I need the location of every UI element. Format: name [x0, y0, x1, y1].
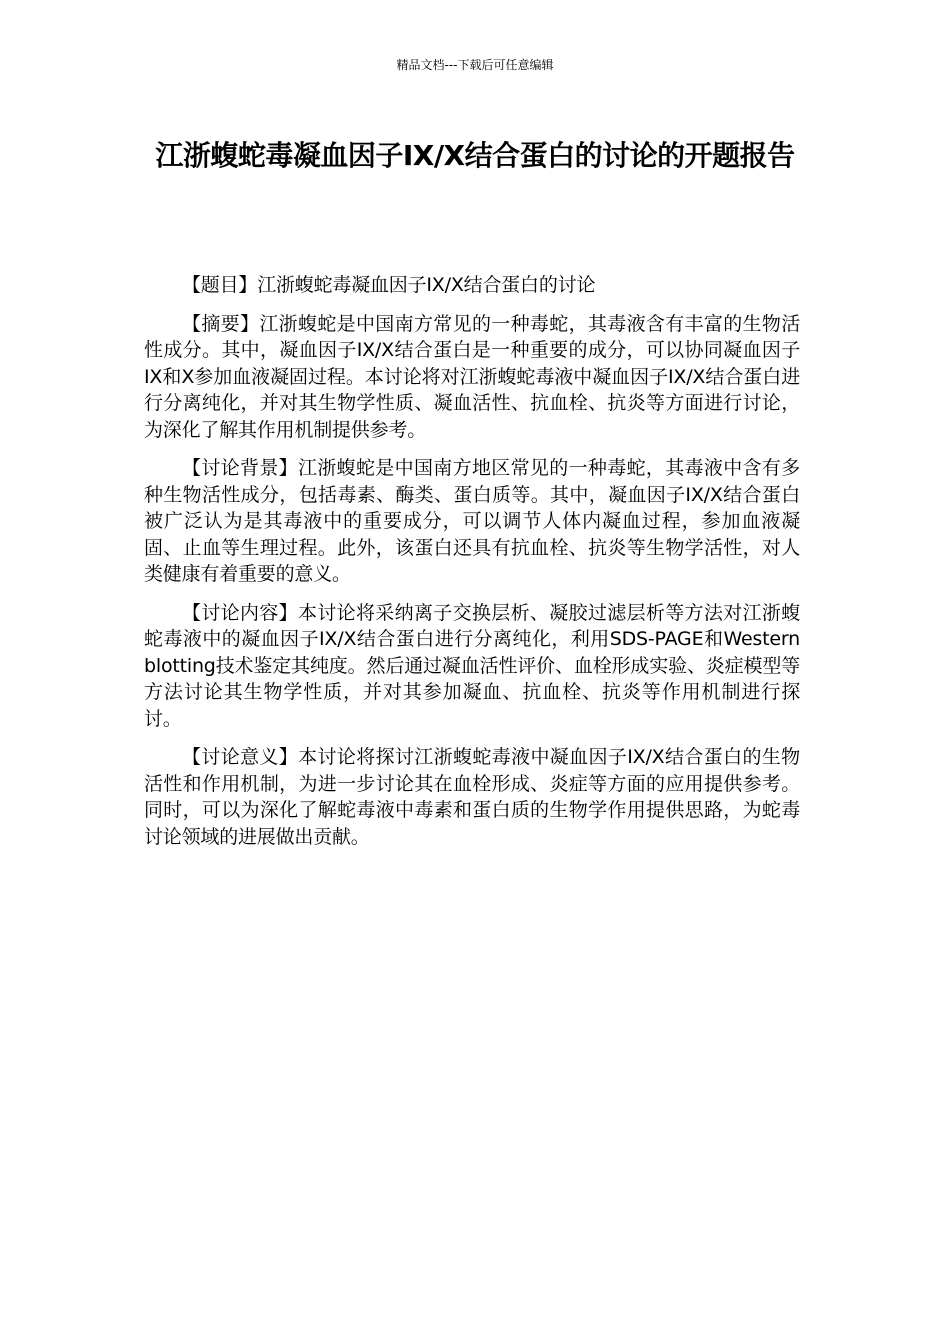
paragraph-label: 【讨论意义】: [182, 746, 299, 768]
paragraph-label: 【摘要】: [182, 312, 260, 335]
paragraph-background: [144, 455, 800, 588]
paragraph-text: 江浙蝮蛇毒凝血因子IX/X结合蛋白的讨论: [257, 274, 596, 296]
paragraph-abstract: [144, 311, 800, 444]
paragraph-label: 【题目】: [182, 274, 258, 296]
paragraph-topic: [144, 272, 800, 299]
paragraph-text: 本讨论将采纳离子交换层析、凝胶过滤层析等方法对江浙蝮蛇毒液中的凝血因子IX/X结合蛋白进行分离纯化，利用SDS-PAGE和Western blotting技术鉴定其纯度。然后通过凝血活性评价、血栓形成实验、炎症模型等方法讨论其生物学性质，并对其参加凝血、抗血栓、抗炎等作用机制进行探讨。: [144, 601, 800, 730]
paragraph-text: 江浙蝮蛇是中国南方地区常见的一种毒蛇，其毒液中含有多种生物活性成分，包括毒素、酶类、蛋白质等。其中，凝血因子IX/X结合蛋白被广泛认为是其毒液中的重要成分，可以调节人体内凝血过程，参加血液凝固、止血等生理过程。此外，该蛋白还具有抗血栓、抗炎等生物学活性，对人类健康有着重要的意义。: [144, 457, 800, 585]
paragraph-significance: [144, 744, 800, 850]
paragraph-label: 【讨论背景】: [182, 457, 298, 479]
paragraph-content: [144, 600, 800, 733]
paragraph-label: 【讨论内容】: [182, 601, 298, 624]
paragraph-text: 本讨论将探讨江浙蝮蛇毒液中凝血因子IX/X结合蛋白的生物活性和作用机制，为进一步讨论其在血栓形成、炎症等方面的应用提供参考。同时，可以为深化了解蛇毒液中毒素和蛋白质的生物学作用提供思路，为蛇毒讨论领域的进展做出贡献。: [144, 746, 800, 848]
paragraph-text: 江浙蝮蛇是中国南方常见的一种毒蛇，其毒液含有丰富的生物活性成分。其中，凝血因子IX/X结合蛋白是一种重要的成分，可以协同凝血因子IX和X参加血液凝固过程。本讨论将对江浙蝮蛇毒液中凝血因子IX/X结合蛋白进行分离纯化，并对其生物学性质、凝血活性、抗血栓、抗炎等方面进行讨论，为深化了解其作用机制提供参考。: [144, 312, 801, 441]
page-header-note: 精品文档---下载后可任意编辑: [396, 58, 554, 72]
document-body: [144, 272, 800, 862]
document-title: 江浙蝮蛇毒凝血因子IX/X结合蛋白的讨论的开题报告: [155, 139, 795, 172]
